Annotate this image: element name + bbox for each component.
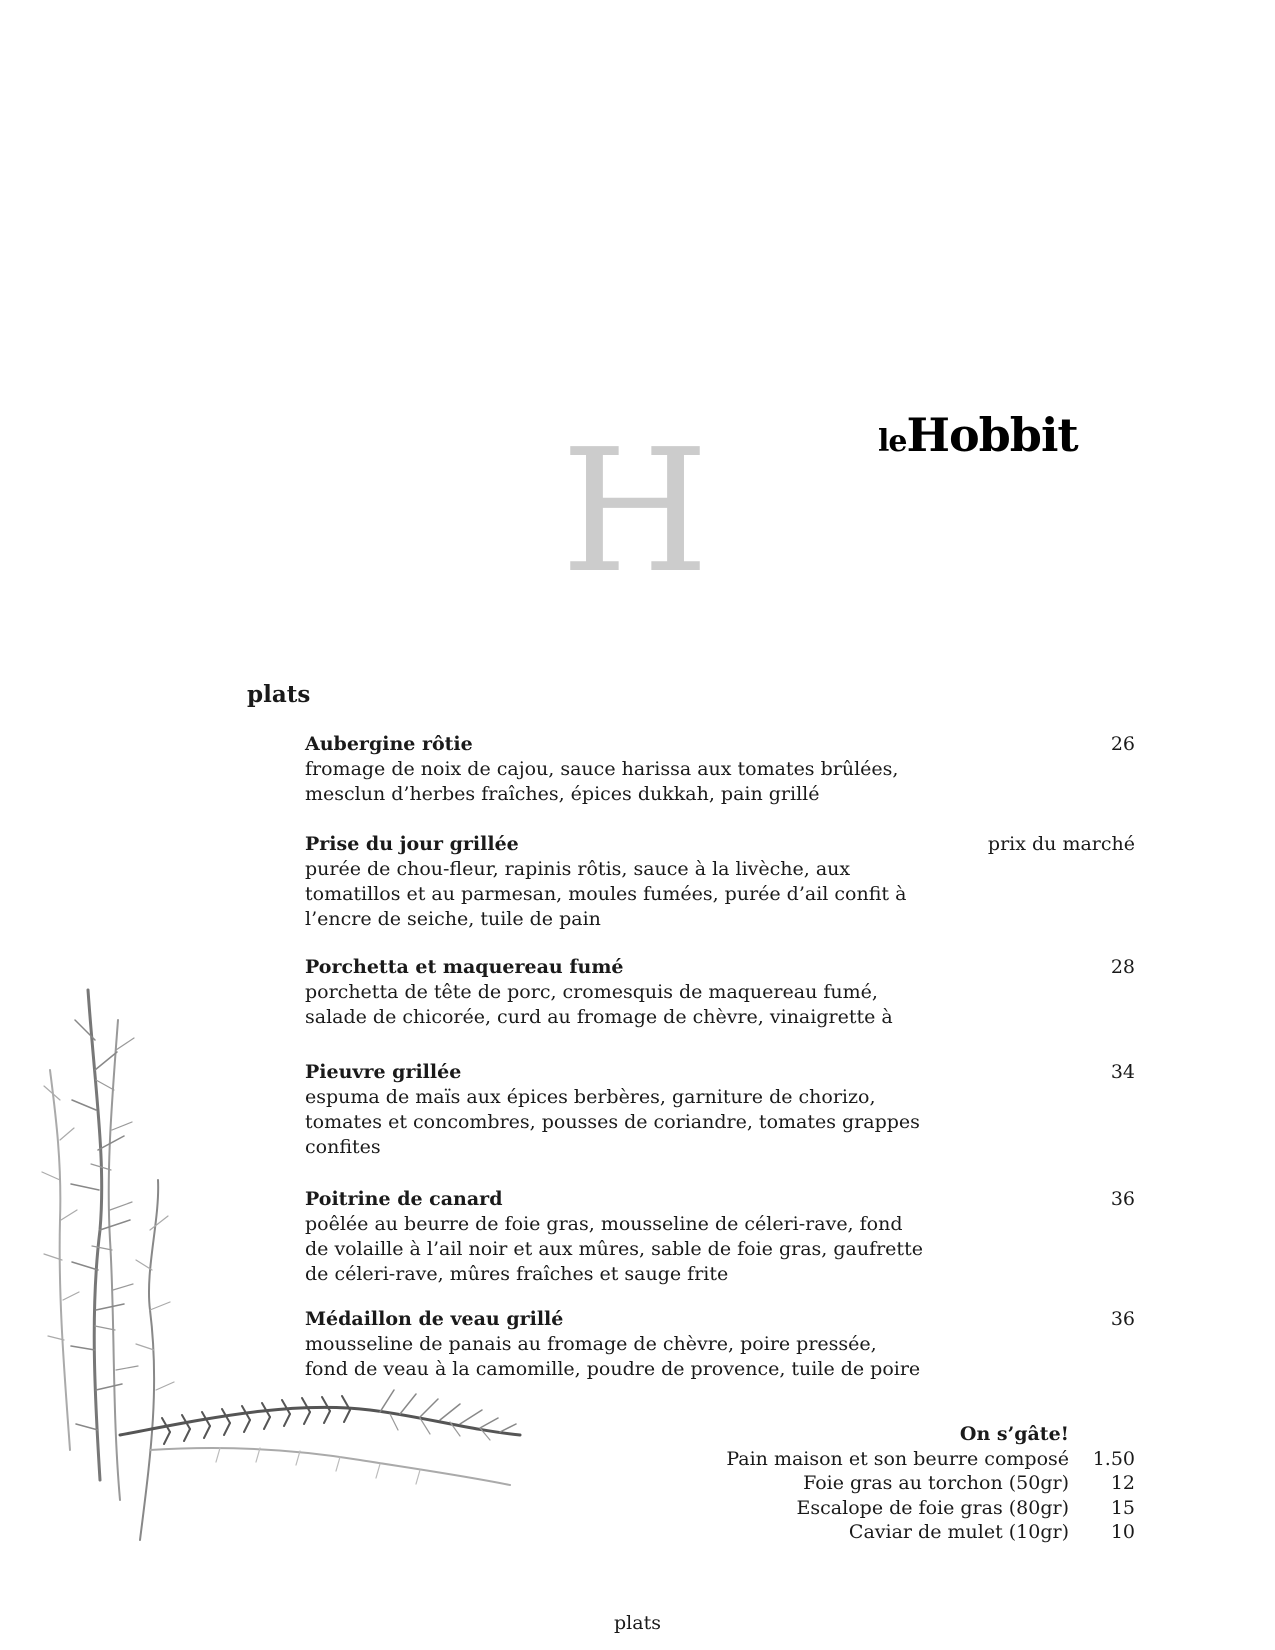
extras-price: 10: [1110, 1521, 1135, 1543]
extras-list: [575, 1422, 1135, 1545]
brand-prefix: le: [878, 424, 907, 459]
dish-name: Poitrine de canard: [305, 1188, 503, 1210]
dish-description: purée de chou-fleur, rapinis rôtis, sauce à la livèche, aux tomatillos et au parmesan, moules fumées, purée d’ail confit à l’encre de seiche, tuile de pain: [305, 858, 907, 930]
extras-label: Escalope de foie gras (80gr): [796, 1496, 1069, 1519]
dish-name: Prise du jour grillée: [305, 833, 519, 855]
dish-price: 26: [1110, 733, 1135, 755]
dish-name: Médaillon de veau grillé: [305, 1308, 564, 1330]
dish-price: prix du marché: [987, 833, 1135, 855]
dish-description: poêlée au beurre de foie gras, mousseline de céleri-rave, fond de volaille à l’ail noir et aux mûres, sable de foie gras, gaufrette de céleri-rave, mûres fraîches et sauge frite: [305, 1213, 923, 1285]
dish-item: [305, 832, 1135, 932]
brand-name: Hobbit: [906, 408, 1078, 462]
section-title: plats: [247, 681, 311, 708]
extras-price: 12: [1110, 1472, 1135, 1494]
dish-name: Pieuvre grillée: [305, 1061, 462, 1083]
dish-price: 36: [1110, 1188, 1135, 1210]
extras-label: Caviar de mulet (10gr): [848, 1521, 1069, 1543]
page-footer: plats: [614, 1612, 661, 1634]
extras-row: [575, 1496, 1135, 1521]
dish-description: espuma de maïs aux épices berbères, garniture de chorizo, tomates et concombres, pousses de coriandre, tomates grappes confites: [305, 1086, 920, 1158]
extras-title: On s’gâte!: [959, 1423, 1069, 1445]
extras-label: Foie gras au torchon (50gr): [803, 1472, 1069, 1494]
brand-logo: [878, 408, 1078, 462]
dish-price: 28: [1110, 956, 1135, 978]
dish-name: Aubergine rôtie: [305, 733, 473, 755]
extras-label: Pain maison et son beurre composé: [726, 1447, 1069, 1470]
dish-description: porchetta de tête de porc, cromesquis de maquereau fumé, salade de chicorée, curd au fromage de chèvre, vinaigrette à: [305, 981, 893, 1028]
dish-name: Porchetta et maquereau fumé: [305, 956, 624, 978]
extras-row: [575, 1520, 1135, 1545]
monogram-h-icon: [560, 413, 710, 611]
herb-sprig-icon: [0, 980, 560, 1580]
dish-price: 34: [1110, 1061, 1135, 1083]
dish-description: mousseline de panais au fromage de chèvre, poire pressée, fond de veau à la camomille, poudre de provence, tuile de poire: [305, 1333, 921, 1380]
dish-item: [305, 732, 1135, 807]
extras-price: 1.50: [1092, 1447, 1135, 1470]
extras-row: [575, 1447, 1135, 1472]
dish-description: fromage de noix de cajou, sauce harissa aux tomates brûlées, mesclun d’herbes fraîches, épices dukkah, pain grillé: [305, 758, 899, 805]
extras-row: [575, 1471, 1135, 1496]
extras-price: 15: [1110, 1496, 1135, 1519]
dish-price: 36: [1110, 1308, 1135, 1330]
monogram-letter: H: [560, 413, 710, 611]
